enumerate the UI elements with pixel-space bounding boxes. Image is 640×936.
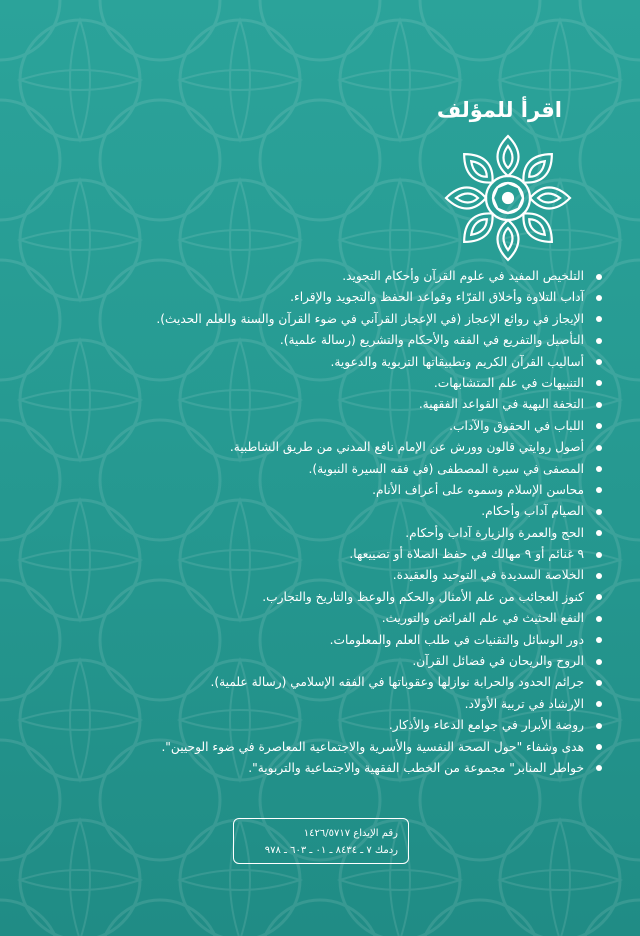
book-title: ٩ غنائم أو ٩ مهالك في حفظ الصلاة أو تضييعها. [349,547,584,562]
bullet-icon [596,637,602,643]
book-list-item [32,737,604,758]
bullet-icon [596,530,602,536]
book-title: أصول روايتي قالون وورش عن الإمام نافع المدني من طريق الشاطبية. [229,440,584,455]
book-list-item [32,287,604,308]
book-list-item [32,480,604,501]
section-heading: اقرأ للمؤلف [436,98,562,122]
bullet-icon [596,338,602,344]
bullet-icon [596,616,602,622]
bullet-icon [596,573,602,579]
book-title: هدى وشفاء "حول الصحة النفسية والأسرية والاجتماعية المعاصرة في ضوء الوحيين". [161,739,584,754]
bullet-icon [596,701,602,707]
bullet-icon [596,744,602,750]
book-list-item [32,715,604,736]
bullet-icon [596,509,602,515]
book-list-item [32,459,604,480]
book-list-item [32,630,604,651]
bullet-icon [596,445,602,451]
book-title: الحج والعمرة والزيارة آداب وأحكام. [405,525,584,540]
bullet-icon [596,594,602,600]
bullet-icon [596,380,602,386]
book-title: آداب التلاوة وأخلاق القرّاء وقواعد الحفظ والتجويد والإقراء. [290,290,584,305]
book-title: النفع الحثيث في علم الفرائض والتوريث. [381,611,584,626]
book-title: روضة الأبرار في جوامع الدعاء والأذكار. [388,718,584,733]
book-list-item [32,672,604,693]
book-list-item [32,394,604,415]
book-list-item [32,587,604,608]
book-title: خواطر المنابر" مجموعة من الخطب الفقهية والاجتماعية والتربوية". [248,760,584,775]
book-list-item [32,330,604,351]
book-title: الإرشاد في تربية الأولاد. [464,696,584,711]
book-title: جرائم الحدود والحرابة نوازلها وعقوباتها في الفقه الإسلامي (رسالة علمية). [210,675,584,690]
book-title: كنوز العجائب من علم الأمثال والحكم والوعظ والتاريخ والتجارب. [262,589,584,604]
book-list-item [32,501,604,522]
book-list-item [32,651,604,672]
book-list-item [32,608,604,629]
book-list-item [32,416,604,437]
bullet-icon [596,316,602,322]
bullet-icon [596,295,602,301]
book-title: التلخيص المفيد في علوم القرآن وأحكام التجويد. [342,269,584,283]
book-list-item [32,565,604,586]
authors-books-list [32,266,604,779]
book-title: الإيجاز في روائع الإعجاز (في الإعجاز القرآني في ضوء القرآن والسنة والعلم الحديث). [156,311,584,326]
book-title: الصيام آداب وأحكام. [481,504,584,519]
bullet-icon [596,723,602,729]
book-list-item [32,309,604,330]
bullet-icon [596,552,602,558]
book-title: المصفى في سيرة المصطفى (في فقه السيرة النبوية). [308,461,584,476]
bullet-icon [596,423,602,429]
bullet-icon [596,680,602,686]
bullet-icon [596,359,602,365]
book-list-item [32,523,604,544]
book-title: محاسن الإسلام وسموه على أعراف الأنام. [372,482,584,497]
book-list-item [32,352,604,373]
bullet-icon [596,274,602,280]
book-title: التأصيل والتفريع في الفقه والأحكام والتشريع (رسالة علمية). [279,333,584,348]
book-list-item [32,758,604,779]
bullet-icon [596,765,602,771]
isbn-number: ردمك ٧ ـ ٨٤٣٤ ـ ٠١ ـ ٦٠٣ ـ ٩٧٨ [264,845,398,856]
book-list-item [32,373,604,394]
bullet-icon [596,487,602,493]
book-title: أساليب القرآن الكريم وتطبيقاتها التربوية والدعوية. [330,354,584,369]
bullet-icon [596,659,602,665]
deposit-number: رقم الإيداع ١٤٢٦/٥٧١٧ [303,828,398,839]
book-title: اللباب في الحقوق والآداب. [449,418,584,433]
book-list-item [32,694,604,715]
legal-deposit-box [233,818,409,864]
book-list-item [32,544,604,565]
book-list-item [32,437,604,458]
book-list-item [32,266,604,287]
bullet-icon [596,466,602,472]
book-title: دور الوسائل والتقنيات في طلب العلم والمعلومات. [329,632,584,647]
book-title: الخلاصة السديدة في التوحيد والعقيدة. [392,568,584,583]
bullet-icon [596,402,602,408]
islamic-rosette-ornament [440,130,576,266]
book-title: التحفة البهية في القواعد الفقهية. [418,397,584,412]
book-title: التنبيهات في علم المتشابهات. [433,375,584,390]
book-title: الروح والريحان في فضائل القرآن. [412,654,584,669]
